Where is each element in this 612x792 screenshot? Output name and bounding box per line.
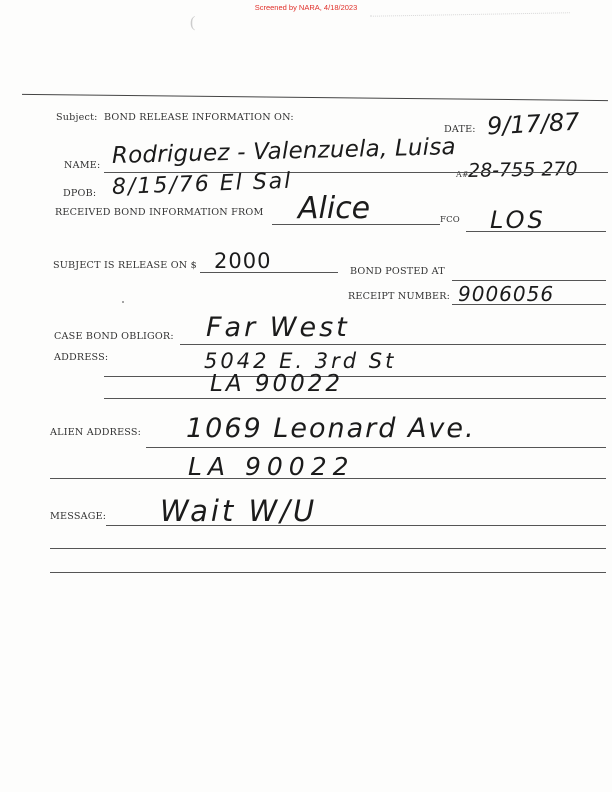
bond-posted-line [452,280,606,281]
message-value: Wait W/U [160,494,318,528]
received-line [272,224,440,225]
received-label: RECEIVED BOND INFORMATION FROM [55,207,264,218]
bond-posted-label: BOND POSTED AT [350,266,445,277]
a-number-label: A# [456,170,469,179]
address-label: ADDRESS: [54,352,109,363]
top-rule [22,94,608,101]
obligor-value: Far West [206,312,350,343]
date-label: DATE: [444,124,476,135]
address-line-2: LA 90022 [210,371,344,397]
alien-address-label: ALIEN ADDRESS: [50,427,142,438]
a-number-value: 28-755 270 [467,158,578,182]
alien-address-line-2: LA 90022 [188,452,355,481]
receipt-line [452,304,606,305]
fco-label: FCO [440,215,460,225]
received-value: Alice [298,191,371,226]
receipt-label: RECEIPT NUMBER: [348,291,451,302]
nara-screened-stamp: Screened by NARA, 4/18/2023 [254,3,358,12]
fco-value: LOS [490,206,546,234]
receipt-value: 9006056 [458,282,555,306]
release-line [200,272,338,273]
obligor-label: CASE BOND OBLIGOR: [54,331,174,342]
alien-address-line-1: 1069 Leonard Ave. [186,413,476,444]
alien-address-line-2-rule [50,478,606,479]
name-label: NAME: [64,160,101,171]
message-line-3 [50,572,606,573]
release-label: SUBJECT IS RELEASE ON $ [53,260,197,271]
fco-line [466,231,606,232]
dpob-label: DPOB: [63,188,97,199]
address-line-1: 5042 E. 3rd St [204,349,397,373]
dpob-value: 8/15/76 El Sal [111,168,293,200]
scan-smudge [370,12,570,30]
message-line-2 [50,548,606,549]
release-value: 2000 [214,249,272,273]
message-line-1 [106,525,606,526]
scan-dot [122,301,124,303]
message-label: MESSAGE: [50,511,107,522]
alien-address-line-1-rule [146,447,606,448]
name-value: Rodriguez - Valenzuela, Luisa [111,134,457,169]
obligor-line [180,344,606,345]
subject-text: BOND RELEASE INFORMATION ON: [104,112,294,123]
date-value: 9/17/87 [486,107,581,141]
subject-label: Subject: [56,112,98,123]
scan-mark: ( [190,14,196,31]
address-line-2-rule [104,398,606,399]
address-line-1-rule [104,376,606,377]
